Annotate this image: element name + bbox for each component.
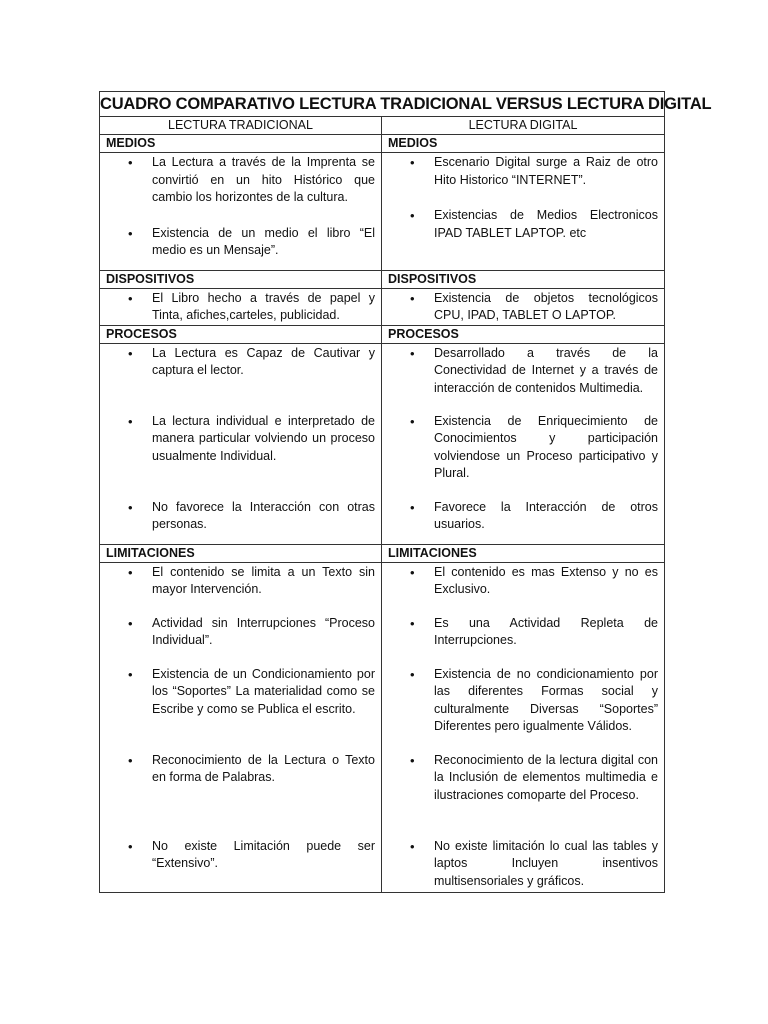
medios-digital-cell xyxy=(382,153,665,271)
comparison-table xyxy=(99,91,712,893)
list-item: • La lectura individual e interpretado de manera particular volviendo un proceso usualmente Individual. xyxy=(152,413,375,483)
limitaciones-traditional-cell xyxy=(100,562,382,893)
list-item: • Escenario Digital surge a Raiz de otro Hito Historico “INTERNET”. xyxy=(434,154,658,189)
list-item: • Existencia de no condicionamiento por las diferentes Formas social y culturalmente Diversas “Soportes” Diferentes pero igualmente Válidos. xyxy=(434,666,658,736)
dispositivos-traditional-cell xyxy=(100,288,382,325)
procesos-traditional-cell xyxy=(100,343,382,544)
column-header-traditional: LECTURA TRADICIONAL xyxy=(100,117,382,135)
list-item: • No favorece la Interacción con otras personas. xyxy=(152,499,375,534)
table-title: CUADRO COMPARATIVO LECTURA TRADICIONAL VERSUS LECTURA DIGITAL xyxy=(100,92,665,117)
list-item: • Favorece la Interacción de otros usuarios. xyxy=(434,499,658,534)
list-item: • Existencias de Medios Electronicos IPAD TABLET LAPTOP. etc xyxy=(434,207,658,242)
list-item: • Existencia de objetos tecnológicos CPU, IPAD, TABLET O LAPTOP. xyxy=(434,290,658,325)
list-item: • Existencia de un Condicionamiento por los “Soportes” La materialidad como se Escribe y como se Publica el escrito. xyxy=(152,666,375,736)
section-label-medios-left: MEDIOS xyxy=(100,135,382,153)
list-item: • Existencia de un medio el libro “El medio es un Mensaje”. xyxy=(152,225,375,260)
list-item: • El contenido se limita a un Texto sin mayor Intervención. xyxy=(152,564,375,599)
section-label-dispositivos-right: DISPOSITIVOS xyxy=(382,270,665,288)
section-label-procesos-left: PROCESOS xyxy=(100,325,382,343)
list-item: • Actividad sin Interrupciones “Proceso Individual”. xyxy=(152,615,375,650)
section-label-procesos-right: PROCESOS xyxy=(382,325,665,343)
list-item: • Desarrollado a través de la Conectividad de Internet y a través de interacción de contenidos Multimedia. xyxy=(434,345,658,397)
list-item: • Reconocimiento de la lectura digital con la Inclusión de elementos multimedia e ilustraciones comoparte del Proceso. xyxy=(434,752,658,822)
dispositivos-digital-cell xyxy=(382,288,665,325)
list-item: • No existe limitación lo cual las tables y laptos Incluyen insentivos multisensoriales y gráficos. xyxy=(434,838,658,891)
list-item: • La Lectura es Capaz de Cautivar y captura el lector. xyxy=(152,345,375,397)
medios-traditional-cell xyxy=(100,153,382,271)
list-item: • La Lectura a través de la Imprenta se convirtió en un hito Histórico que cambio los horizontes de la cultura. xyxy=(152,154,375,207)
list-item: • Reconocimiento de la Lectura o Texto en forma de Palabras. xyxy=(152,752,375,822)
section-label-limitaciones-right: LIMITACIONES xyxy=(382,544,665,562)
column-header-digital: LECTURA DIGITAL xyxy=(382,117,665,135)
limitaciones-digital-cell xyxy=(382,562,665,893)
list-item: • Existencia de Enriquecimiento de Conocimientos y participación volviendose un Proceso participativo y Plural. xyxy=(434,413,658,483)
procesos-digital-cell xyxy=(382,343,665,544)
list-item: • El contenido es mas Extenso y no es Exclusivo. xyxy=(434,564,658,599)
section-label-limitaciones-left: LIMITACIONES xyxy=(100,544,382,562)
section-label-medios-right: MEDIOS xyxy=(382,135,665,153)
list-item: • Es una Actividad Repleta de Interrupciones. xyxy=(434,615,658,650)
section-label-dispositivos-left: DISPOSITIVOS xyxy=(100,270,382,288)
list-item: • No existe Limitación puede ser “Extensivo”. xyxy=(152,838,375,873)
list-item: • El Libro hecho a través de papel y Tinta, afiches,carteles, publicidad. xyxy=(152,290,375,325)
